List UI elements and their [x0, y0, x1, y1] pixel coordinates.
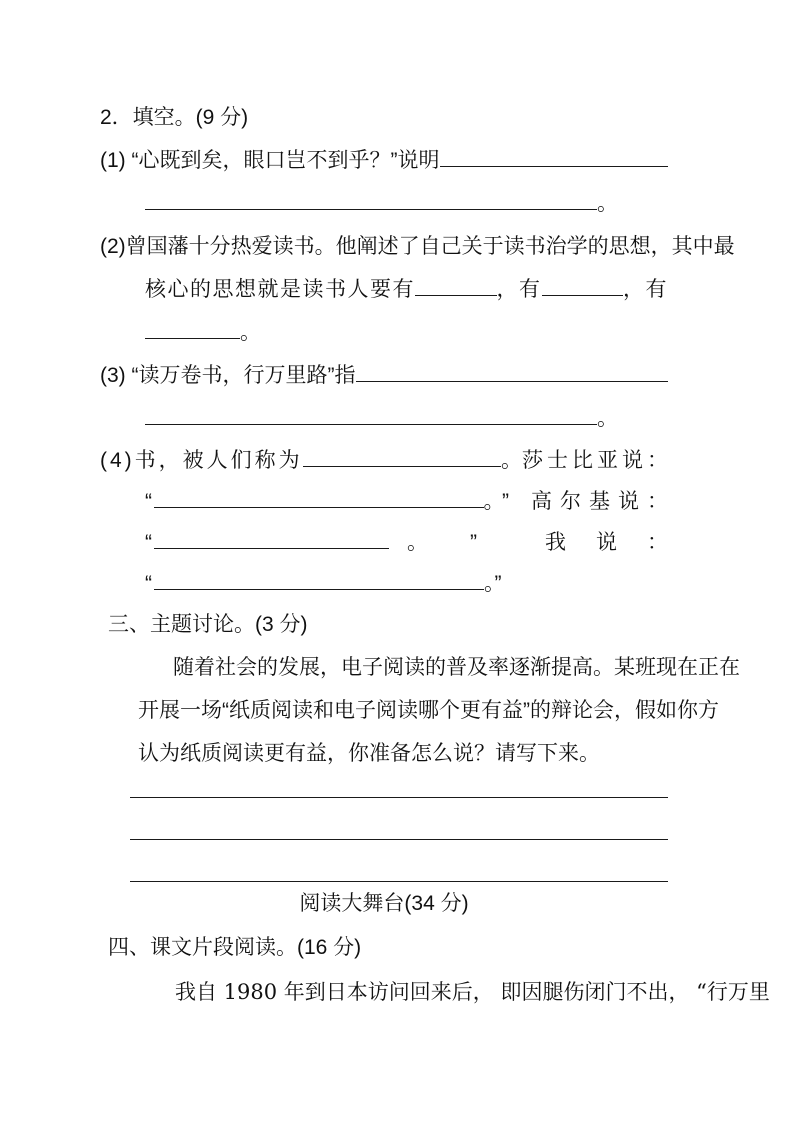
answer-blank — [440, 164, 669, 167]
q2-item4-line2 — [100, 481, 676, 522]
q2-item2-seg1: 核心的思想就是读书人要有 — [145, 278, 415, 301]
q2-item1-line1 — [100, 139, 668, 182]
q4-passage-line1 — [133, 969, 770, 1015]
q3-header: 三、主题讨论。(3 分) — [108, 613, 308, 636]
q2-item4-speaker-gorky: 高尔基说： — [531, 490, 676, 513]
q2-header-row — [100, 96, 668, 139]
open-quote-mark: “ — [145, 490, 152, 513]
answer-blank — [145, 207, 597, 210]
section-banner-row — [100, 882, 668, 926]
q3-para3: 认为纸质阅读更有益，你准备怎么说？请写下来。 — [138, 742, 600, 765]
answer-blank — [415, 293, 497, 296]
answer-blank — [145, 336, 240, 339]
q2-item4-prefix: (4)书，被人们称为 — [100, 449, 303, 472]
q3-para-line1 — [138, 646, 740, 689]
q2-item4-speaker-me: 我说： — [545, 531, 698, 554]
q3-para-line2 — [138, 689, 719, 732]
answer-line — [130, 775, 668, 798]
q2-item2-seg2: ，有 — [496, 278, 542, 301]
q2-item4-line4 — [100, 563, 668, 604]
q2-header: 2．填空。(9 分) — [100, 106, 249, 129]
q3-para1: 随着社会的发展，电子阅读的普及率逐渐提高。某班现在正在 — [173, 656, 740, 679]
answer-blank — [145, 422, 597, 425]
answer-blank — [154, 546, 389, 549]
q2-item1-line2 — [100, 182, 668, 225]
period-mark: 。 — [597, 192, 618, 215]
open-quote-mark: “ — [145, 531, 152, 554]
q4-passage-text: 我自 1980 年到日本访问回来后， 即因腿伤闭门不出， “行万里 — [175, 980, 770, 1004]
answer-blank — [154, 587, 484, 590]
q4-header: 四、课文片段阅读。(16 分) — [108, 936, 362, 959]
worksheet-content — [100, 96, 770, 1015]
answer-line — [130, 798, 668, 840]
close-quote-mark: 。” — [484, 572, 502, 595]
q2-item2-seg3: ，有 — [623, 278, 668, 301]
q3-para2: 开展一场“纸质阅读和电子阅读哪个更有益”的辩论会，假如你方 — [138, 699, 719, 722]
answer-blank — [303, 464, 501, 467]
q2-item2-line3 — [100, 311, 668, 354]
answer-line — [130, 840, 668, 882]
q2-item4-line3 — [100, 522, 698, 563]
q2-item1-prefix: (1) “心既到矣，眼口岂不到乎？”说明 — [100, 149, 440, 172]
q2-item3-line2 — [100, 397, 668, 440]
q3-header-row — [100, 604, 668, 646]
q2-item2-text: (2)曾国藩十分热爱读书。他阐述了自己关于读书治学的思想，其中最 — [100, 235, 735, 258]
q2-item4-line1 — [100, 440, 672, 481]
answer-blank — [356, 379, 669, 382]
answer-blank — [542, 293, 624, 296]
open-quote-mark: “ — [145, 572, 152, 595]
q3-para-line3 — [138, 732, 668, 775]
close-quote-mark: 。” — [483, 490, 517, 513]
q2-item2-line1 — [100, 225, 735, 268]
answer-blank — [154, 505, 484, 508]
period-mark: 。 — [407, 531, 428, 554]
section-banner: 阅读大舞台(34 分) — [299, 892, 469, 915]
q2-item3-prefix: (3) “读万卷书，行万里路”指 — [100, 364, 356, 387]
q2-item4-speaker-shakespeare: 莎士比亚说： — [522, 449, 672, 472]
period-mark: 。 — [597, 407, 618, 430]
period-mark: 。 — [501, 449, 522, 472]
q2-item3-line1 — [100, 354, 668, 397]
close-quote-mark: ” — [470, 531, 477, 554]
period-mark: 。 — [240, 321, 261, 344]
q4-header-row — [100, 926, 668, 969]
q2-item2-line2 — [100, 268, 668, 311]
